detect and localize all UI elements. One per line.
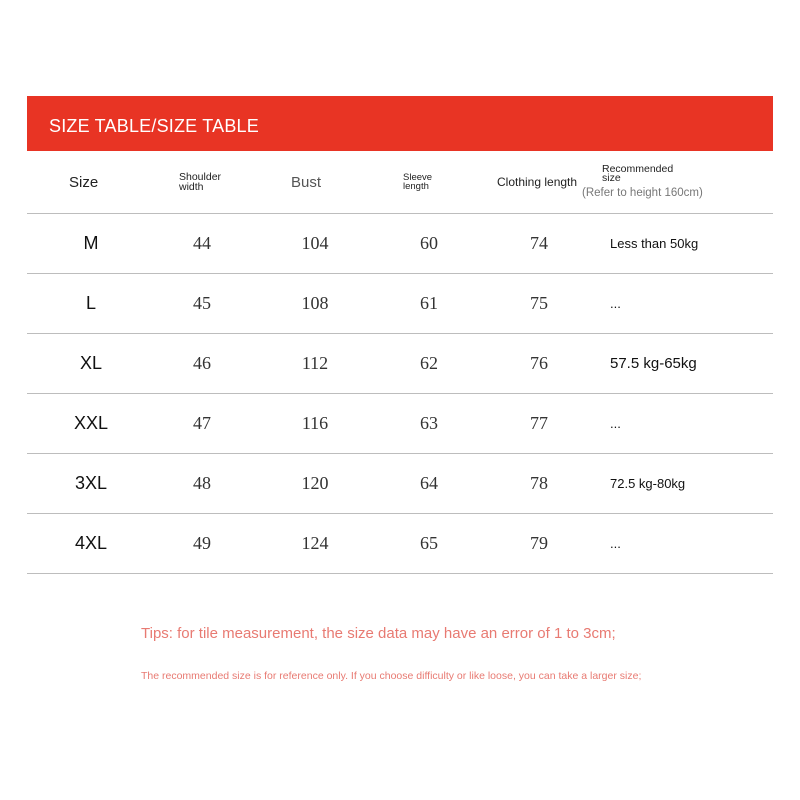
size-cell: 4XL xyxy=(74,533,108,553)
shoulder-cell: 46 xyxy=(193,353,211,373)
length-cell: 74 xyxy=(530,233,548,253)
header-bust: Bust xyxy=(291,173,322,191)
recommended-cell: 57.5 kg-65kg xyxy=(610,355,697,372)
tip-measurement-error: Tips: for tile measurement, the size data may have an error of 1 to 3cm; xyxy=(141,625,616,642)
shoulder-cell: 45 xyxy=(193,293,211,313)
length-cell: 78 xyxy=(530,473,548,493)
banner-title: SIZE TABLE/SIZE TABLE xyxy=(49,116,259,136)
size-cell: XL xyxy=(79,353,103,373)
tip-recommended-size-note: The recommended size is for reference only. If you choose difficulty or like loose, you can take a larger size; xyxy=(141,670,642,682)
size-table xyxy=(27,151,773,574)
table-row xyxy=(27,394,773,454)
sleeve-cell: 62 xyxy=(420,353,438,373)
size-cell: L xyxy=(85,293,96,313)
size-cell: XXL xyxy=(73,413,109,433)
bust-cell: 104 xyxy=(301,233,329,253)
table-row xyxy=(27,334,773,394)
bust-cell: 124 xyxy=(301,533,329,553)
size-cell: M xyxy=(83,233,99,253)
header-clothing-length: Clothing length xyxy=(497,175,578,189)
header-sleeve-line2: length xyxy=(403,181,429,192)
length-cell: 76 xyxy=(530,353,548,373)
header-shoulder-line1: Shoulder xyxy=(179,171,222,183)
header-sleeve-line1: Sleeve xyxy=(403,172,433,183)
recommended-cell: 72.5 kg-80kg xyxy=(610,476,686,491)
bust-cell: 120 xyxy=(301,473,329,493)
sleeve-cell: 61 xyxy=(420,293,438,313)
shoulder-cell: 47 xyxy=(193,413,211,433)
sleeve-cell: 63 xyxy=(420,413,438,433)
table-header-row xyxy=(27,151,773,214)
recommended-cell: ... xyxy=(610,536,621,551)
shoulder-cell: 48 xyxy=(193,473,211,493)
recommended-cell: ... xyxy=(610,296,621,311)
table-row xyxy=(27,454,773,514)
table-row xyxy=(27,274,773,334)
sleeve-cell: 65 xyxy=(420,533,438,553)
header-recommended-line2: size xyxy=(602,172,621,184)
header-sleeve-length xyxy=(403,151,432,213)
size-cell: 3XL xyxy=(74,473,108,493)
header-recommended-note: (Refer to height 160cm) xyxy=(582,187,703,199)
title-banner xyxy=(27,96,773,151)
header-recommended-line1: Recommended xyxy=(602,163,674,175)
bust-cell: 112 xyxy=(301,353,329,373)
header-shoulder-width xyxy=(179,151,221,213)
table-row xyxy=(27,514,773,574)
header-recommended-size xyxy=(582,151,703,213)
length-cell: 77 xyxy=(530,413,548,433)
length-cell: 75 xyxy=(530,293,548,313)
shoulder-cell: 49 xyxy=(193,533,211,553)
shoulder-cell: 44 xyxy=(193,233,211,253)
sleeve-cell: 60 xyxy=(420,233,438,253)
table-row xyxy=(27,214,773,274)
header-size: Size xyxy=(69,173,99,191)
sleeve-cell: 64 xyxy=(420,473,438,493)
bust-cell: 116 xyxy=(301,413,329,433)
bust-cell: 108 xyxy=(301,293,329,313)
header-shoulder-line2: width xyxy=(179,181,204,193)
recommended-cell: ... xyxy=(610,416,621,431)
length-cell: 79 xyxy=(530,533,548,553)
recommended-cell: Less than 50kg xyxy=(610,236,699,251)
